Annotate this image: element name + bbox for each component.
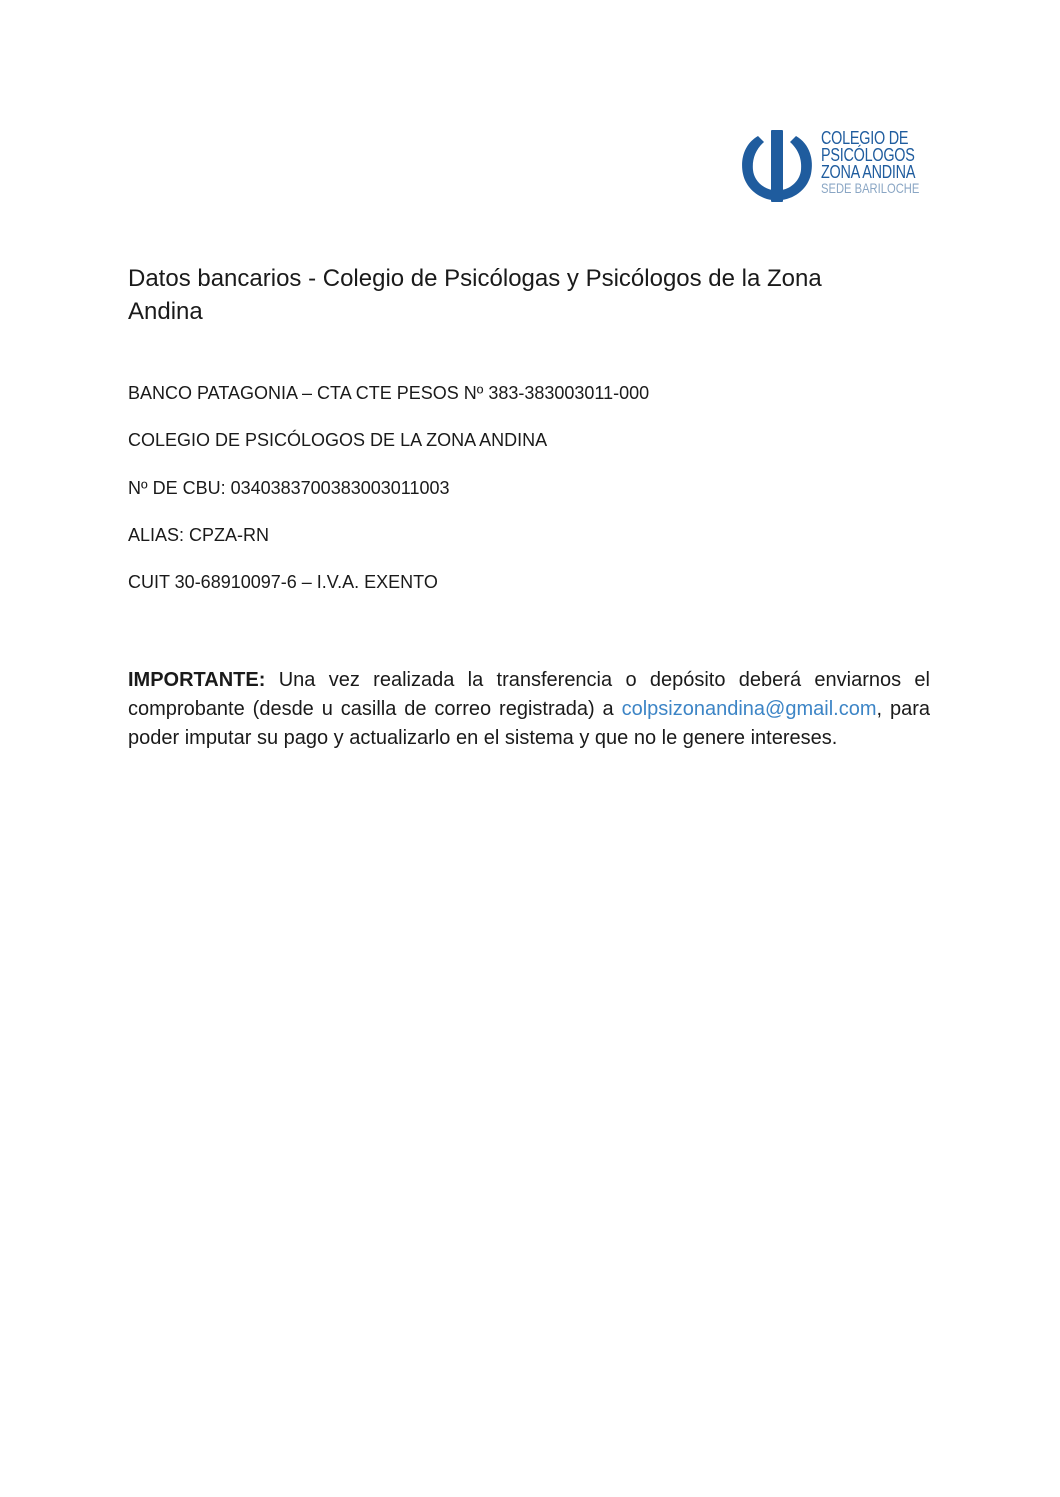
notice-text-before: Una vez realizada la transferencia o depósito deberá enviarnos el comprobante (desde u casilla de correo registrada) a <box>128 669 930 720</box>
logo-line-4: SEDE BARILOCHE <box>821 180 920 196</box>
important-label: IMPORTANTE: <box>128 669 266 691</box>
cbu-line: Nº DE CBU: 0340383700383003011003 <box>128 478 450 498</box>
logo-line-2: PSICÓLOGOS <box>821 145 915 165</box>
cuit-line: CUIT 30-68910097-6 – I.V.A. EXENTO <box>128 572 438 592</box>
important-notice <box>128 666 930 753</box>
document-title: Datos bancarios - Colegio de Psicólogas y Psicólogos de la Zona Andina <box>128 265 822 325</box>
logo-wordmark <box>821 130 944 196</box>
psi-icon <box>740 130 814 202</box>
logo-line-3: ZONA ANDINA <box>821 162 916 182</box>
logo-line-1: COLEGIO DE <box>821 128 909 148</box>
bank-account-line: BANCO PATAGONIA – CTA CTE PESOS Nº 383-383003011-000 <box>128 383 650 403</box>
organization-logo <box>740 130 930 205</box>
notice-text-after: , para poder imputar su pago y actualizarlo en el sistema y que no le genere intereses. <box>128 698 930 749</box>
alias-line: ALIAS: CPZA-RN <box>128 525 270 545</box>
account-holder-line: COLEGIO DE PSICÓLOGOS DE LA ZONA ANDINA <box>128 430 548 450</box>
email-link[interactable]: colpsizonandina@gmail.com <box>621 698 877 720</box>
